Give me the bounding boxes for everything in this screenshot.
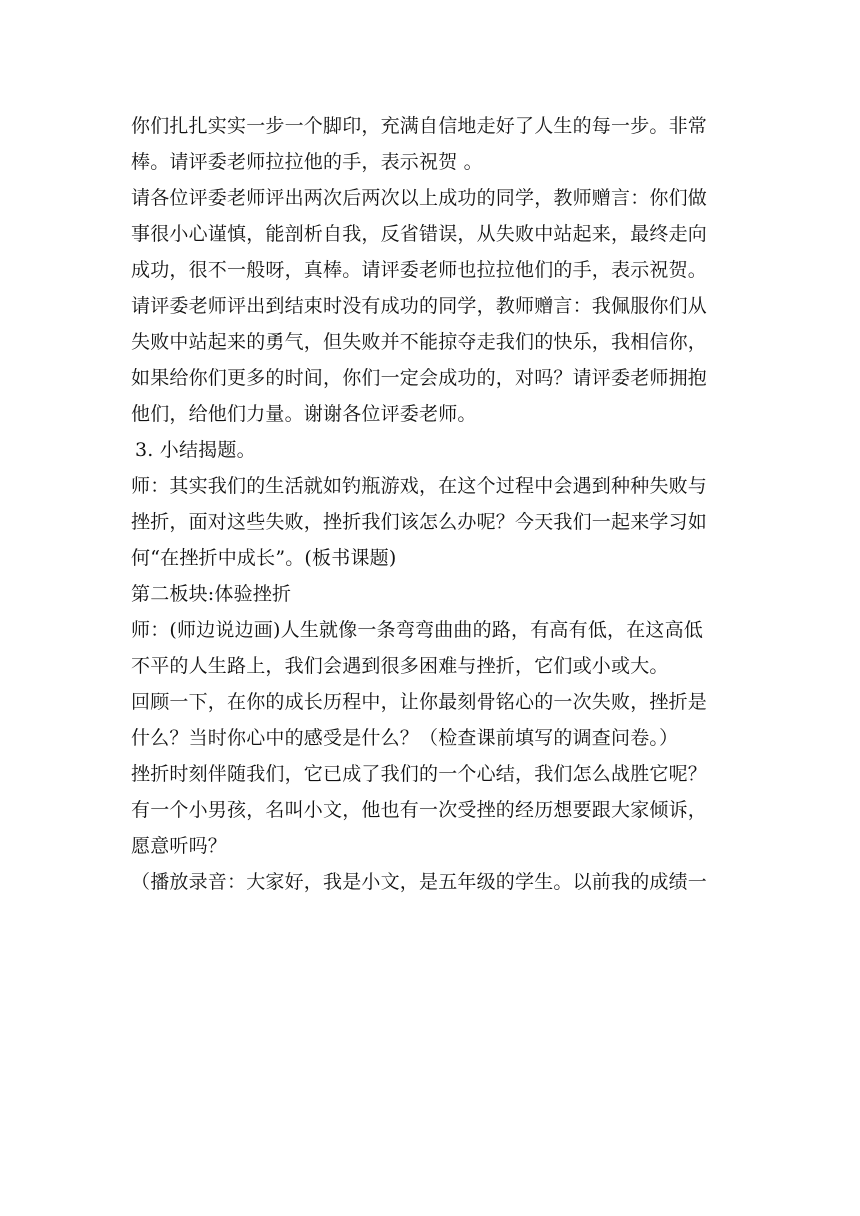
- text-line-12: 挫折，面对这些失败，挫折我们该怎么办呢？今天我们一起来学习如: [131, 511, 708, 533]
- text-line-22: （播放录音：大家好，我是小文，是五年级的学生。以前我的成绩一: [131, 871, 708, 893]
- text-line-9: 他们，给他们力量。谢谢各位评委老师。: [131, 403, 477, 425]
- text-line-20: 有一个小男孩，名叫小文，他也有一次受挫的经历想要跟大家倾诉，: [131, 799, 708, 821]
- text-line-1: 你们扎扎实实一步一个脚印，充满自信地走好了人生的每一步。非常: [131, 115, 708, 137]
- text-line-4: 事很小心谨慎，能剖析自我，反省错误，从失败中站起来，最终走向: [131, 223, 708, 245]
- text-line-8: 如果给你们更多的时间，你们一定会成功的，对吗？请评委老师拥抱: [131, 367, 708, 389]
- text-line-16: 不平的人生路上，我们会遇到很多困难与挫折，它们或小或大。: [131, 655, 669, 677]
- text-line-6: 请评委老师评出到结束时没有成功的同学，教师赠言：我佩服你们从: [131, 295, 708, 317]
- text-line-11: 师：其实我们的生活就如钓瓶游戏，在这个过程中会遇到种种失败与: [131, 475, 708, 497]
- text-line-15: 师：(师边说边画)人生就像一条弯弯曲曲的路，有高有低，在这高低: [131, 619, 704, 641]
- document-body: [131, 108, 733, 900]
- section-heading-part-two: 第二板块:体验挫折: [131, 583, 292, 605]
- text-line-2: 棒。请评委老师拉拉他的手，表示祝贺 。: [131, 151, 483, 173]
- text-line-17: 回顾一下，在你的成长历程中，让你最刻骨铭心的一次失败，挫折是: [131, 691, 708, 713]
- section-heading-summary: 3. 小结揭题。: [135, 439, 256, 461]
- text-line-18: 什么？当时你心中的感受是什么？（检查课前填写的调查问卷。）: [131, 727, 679, 749]
- text-line-19: 挫折时刻伴随我们，它已成了我们的一个心结，我们怎么战胜它呢？: [131, 763, 708, 785]
- text-line-5: 成功，很不一般呀，真棒。请评委老师也拉拉他们的手，表示祝贺。: [131, 259, 708, 281]
- text-line-7: 失败中站起来的勇气，但失败并不能掠夺走我们的快乐，我相信你，: [131, 331, 708, 353]
- text-line-21: 愿意听吗？: [131, 835, 228, 857]
- text-line-13: 何“在挫折中成长”。(板书课题): [131, 547, 397, 569]
- text-line-3: 请各位评委老师评出两次后两次以上成功的同学，教师赠言：你们做: [131, 187, 708, 209]
